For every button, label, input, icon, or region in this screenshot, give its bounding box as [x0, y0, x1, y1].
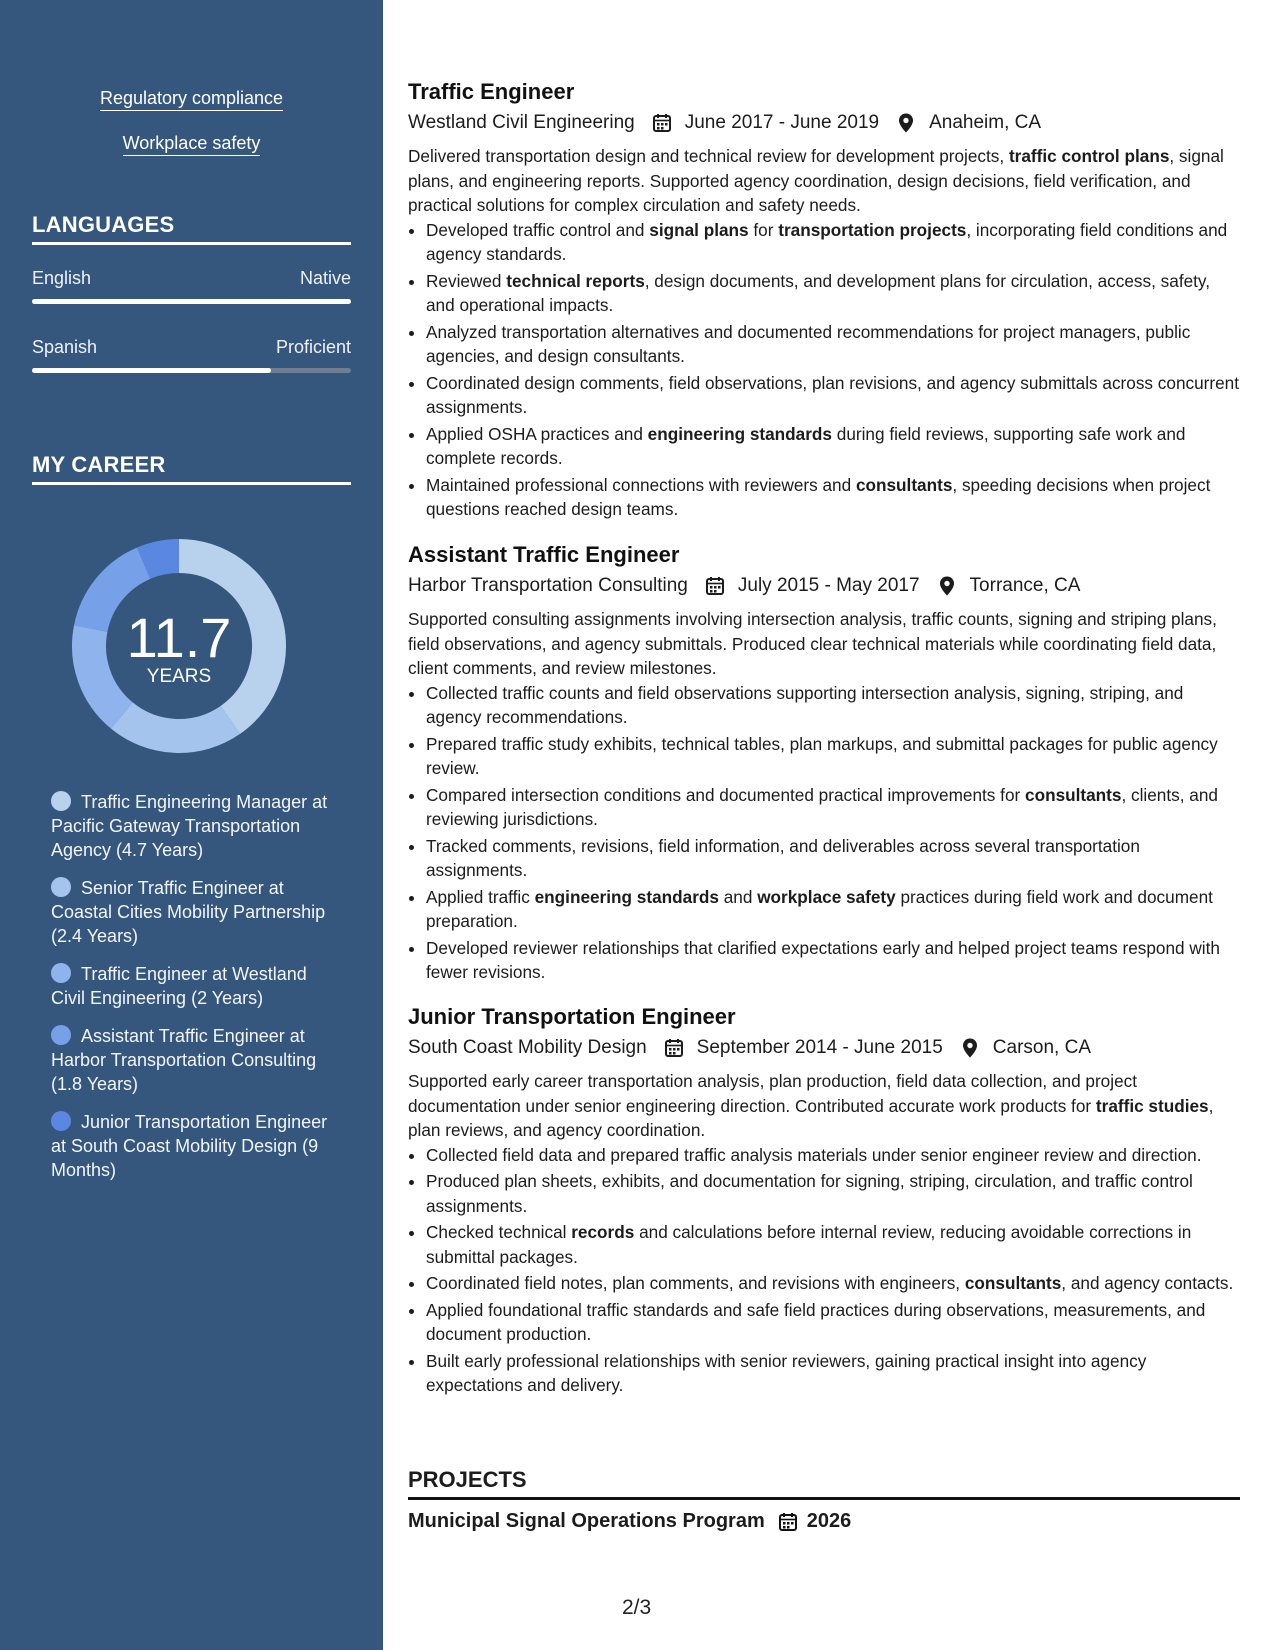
- project-name: Municipal Signal Operations Program: [408, 1510, 765, 1532]
- career-legend-item: [51, 876, 331, 948]
- job-location: Torrance, CA: [969, 575, 1081, 596]
- career-legend-label: Junior Transportation Engineer at South Coast Mobility Design (9 Months): [51, 1112, 328, 1180]
- job-company: Westland Civil Engineering: [408, 112, 635, 133]
- career-legend-item: [51, 1110, 331, 1182]
- language-row: [32, 268, 351, 289]
- languages-heading: LANGUAGES: [32, 212, 351, 245]
- job-title: Traffic Engineer: [408, 79, 575, 104]
- job-meta: [408, 1033, 1240, 1063]
- career-legend-label: Senior Traffic Engineer at Coastal Cities Mobility Partnership (2.4 Years): [51, 878, 326, 946]
- job-bullet: • Built early professional relationships with senior reviewers, gaining practical insight into agency expectations and delivery.: [426, 1349, 1240, 1398]
- career-legend-label: Assistant Traffic Engineer at Harbor Transportation Consulting (1.8 Years): [51, 1026, 317, 1094]
- job-bullet: • Developed traffic control and signal plans for transportation projects, incorporating field conditions and agency standards.: [426, 218, 1240, 267]
- calendar-icon: [651, 112, 673, 134]
- skill-item[interactable]: Regulatory compliance: [0, 88, 383, 109]
- job-title: Assistant Traffic Engineer: [408, 542, 680, 567]
- project-item: [408, 1510, 851, 1533]
- calendar-icon: [777, 1511, 799, 1533]
- location-pin-icon: [936, 575, 958, 597]
- job-summary: Delivered transportation design and technical review for development projects, traffic control plans, signal plans, and engineering reports. Supported agency coordination, design decisions, field verification, and practical solutions for complex circulation and safety needs.: [408, 146, 1224, 215]
- language-level: Native: [299, 268, 351, 288]
- career-donut-segment: [122, 716, 230, 736]
- skill-item[interactable]: Workplace safety: [0, 133, 383, 154]
- language-name: English: [32, 268, 92, 288]
- projects-heading: PROJECTS: [408, 1467, 1240, 1500]
- project-year: 2026: [806, 1510, 852, 1532]
- job-bullet: • Checked technical records and calculations before internal review, reducing avoidable corrections in submittal packages.: [426, 1220, 1240, 1269]
- legend-dot-icon: [51, 1025, 71, 1045]
- job-entry: [408, 78, 1240, 524]
- career-donut-segment: [89, 629, 122, 716]
- job-dates: June 2017 - June 2019: [684, 112, 880, 133]
- job-bullets: [408, 681, 1240, 985]
- language-bar: [32, 368, 351, 373]
- job-bullet: • Applied OSHA practices and engineering standards during field reviews, supporting safe work and complete records.: [426, 422, 1240, 471]
- job-meta: [408, 571, 1240, 601]
- job-bullet: • Applied traffic engineering standards and workplace safety practices during field work and document preparation.: [426, 885, 1240, 934]
- job-company: Harbor Transportation Consulting: [408, 575, 688, 596]
- job-company: South Coast Mobility Design: [408, 1037, 647, 1058]
- language-bar-fill: [32, 368, 271, 373]
- legend-dot-icon: [51, 1111, 71, 1131]
- career-legend-item: [51, 1024, 331, 1096]
- language-level: Proficient: [275, 337, 351, 357]
- calendar-icon: [704, 575, 726, 597]
- job-bullet: • Collected field data and prepared traffic analysis materials under senior engineer review and direction.: [426, 1143, 1240, 1168]
- job-bullet: • Prepared traffic study exhibits, technical tables, plan markups, and submittal packages for public agency review.: [426, 732, 1240, 781]
- job-bullet: • Produced plan sheets, exhibits, and documentation for signing, striping, circulation, and traffic control assignments.: [426, 1169, 1240, 1218]
- career-legend-label: Traffic Engineering Manager at Pacific Gateway Transportation Agency (4.7 Years): [51, 792, 328, 860]
- career-donut-chart: [60, 527, 298, 765]
- sidebar: [0, 0, 383, 1650]
- career-total: 11.7: [126, 606, 232, 669]
- job-bullets: [408, 218, 1240, 522]
- language-name: Spanish: [32, 337, 98, 357]
- location-pin-icon: [959, 1037, 981, 1059]
- language-bar-fill: [32, 299, 351, 304]
- job-dates: September 2014 - June 2015: [696, 1037, 943, 1058]
- job-bullet: • Analyzed transportation alternatives and documented recommendations for project managers, public agencies, and design consultants.: [426, 320, 1240, 369]
- legend-dot-icon: [51, 877, 71, 897]
- job-bullet: • Compared intersection conditions and documented practical improvements for consultants, clients, and reviewing jurisdictions.: [426, 783, 1240, 832]
- career-unit: YEARS: [146, 666, 212, 687]
- career-legend-item: [51, 962, 331, 1010]
- career-legend: [51, 790, 331, 1196]
- language-row: [32, 337, 351, 358]
- job-bullet: • Collected traffic counts and field observations supporting intersection analysis, signing, striping, and agency recommendations.: [426, 681, 1240, 730]
- job-dates: July 2015 - May 2017: [737, 575, 920, 596]
- job-bullet: • Reviewed technical reports, design documents, and development plans for circulation, access, safety, and operational impacts.: [426, 269, 1240, 318]
- career-legend-item: [51, 790, 331, 862]
- language-bar: [32, 299, 351, 304]
- job-bullet: • Developed reviewer relationships that clarified expectations early and helped project teams respond with fewer revisions.: [426, 936, 1240, 985]
- job-entry: [408, 541, 1240, 987]
- job-location: Carson, CA: [992, 1037, 1091, 1058]
- job-entry: [408, 1003, 1240, 1400]
- job-bullet: • Applied foundational traffic standards and safe field practices during observations, measurements, and document production.: [426, 1298, 1240, 1347]
- legend-dot-icon: [51, 963, 71, 983]
- job-bullets: [408, 1143, 1240, 1398]
- job-location: Anaheim, CA: [929, 112, 1042, 133]
- job-summary: Supported consulting assignments involving intersection analysis, traffic counts, signing and striping plans, field observations, and agency submittals. Produced clear technical materials while coordinating field data, client comments, and review milestones.: [408, 609, 1217, 678]
- career-legend-label: Traffic Engineer at Westland Civil Engineering (2 Years): [51, 964, 307, 1008]
- calendar-icon: [663, 1037, 685, 1059]
- job-title: Junior Transportation Engineer: [408, 1004, 736, 1029]
- job-summary: Supported early career transportation analysis, plan production, field data collection, and project documentation under senior engineering direction. Contributed accurate work products for traffic studies, plan reviews, and agency coordination.: [408, 1071, 1214, 1140]
- job-bullet: • Maintained professional connections with reviewers and consultants, speeding decisions when project questions reached design teams.: [426, 473, 1240, 522]
- job-bullet: • Tracked comments, revisions, field information, and deliverables across several transportation assignments.: [426, 834, 1240, 883]
- career-donut-segment: [144, 556, 179, 563]
- page-number: 2/3: [622, 1596, 652, 1619]
- job-meta: [408, 108, 1240, 138]
- legend-dot-icon: [51, 791, 71, 811]
- career-heading: MY CAREER: [32, 452, 351, 485]
- job-bullet: • Coordinated field notes, plan comments, and revisions with engineers, consultants, and agency contacts.: [426, 1271, 1240, 1296]
- location-pin-icon: [895, 112, 917, 134]
- job-bullet: • Coordinated design comments, field observations, plan revisions, and agency submittals across concurrent assignments.: [426, 371, 1240, 420]
